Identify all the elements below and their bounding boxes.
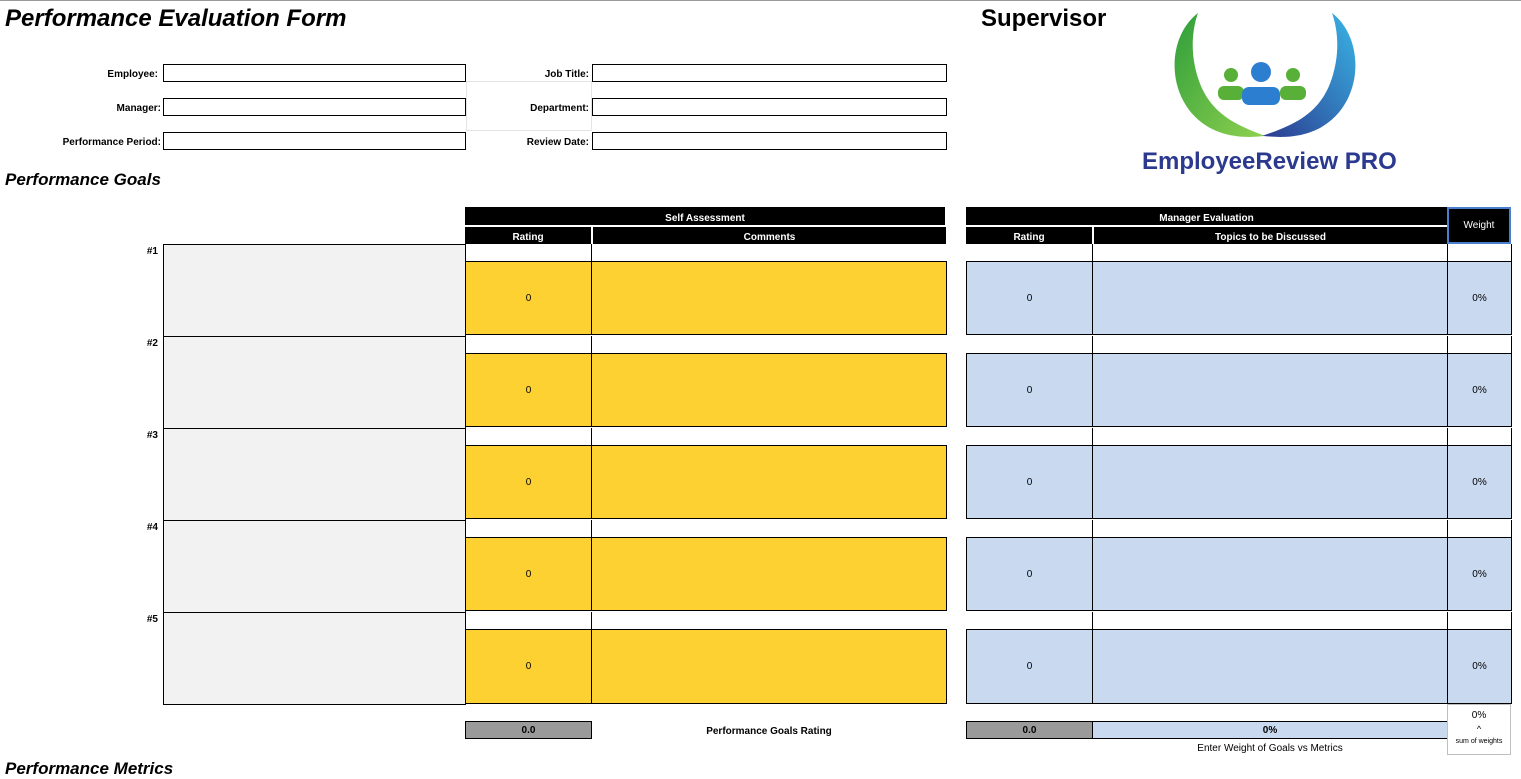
row-divider [591, 244, 592, 261]
self-comments-cell[interactable] [591, 445, 947, 519]
row-divider [1092, 244, 1093, 261]
job-title-field[interactable] [592, 64, 947, 82]
self-goals-total: 0.0 [465, 721, 592, 739]
company-logo [1140, 8, 1397, 188]
department-field[interactable] [592, 98, 947, 116]
goal-description-field[interactable] [163, 612, 466, 705]
weight-cell[interactable]: 0% [1447, 629, 1512, 704]
self-comments-cell[interactable] [591, 537, 947, 611]
weight-cell[interactable]: 0% [1447, 537, 1512, 611]
performance-metrics-title: Performance Metrics [5, 759, 174, 778]
review-date-label: Review Date: [526, 137, 589, 148]
topics-column-header: Topics to be Discussed [1092, 227, 1447, 244]
job-title-label: Job Title: [544, 69, 589, 80]
self-rating-cell[interactable]: 0 [465, 629, 592, 704]
top-border [0, 0, 1521, 1]
self-comments-cell[interactable] [591, 353, 947, 427]
goal-number: #3 [146, 430, 158, 441]
goal-description-field[interactable] [163, 520, 466, 613]
row-divider [591, 428, 592, 445]
performance-goals-title: Performance Goals [5, 170, 161, 189]
row-divider [1447, 520, 1448, 537]
comments-column-header: Comments [591, 227, 946, 244]
sum-of-weights-value: 0% [1471, 710, 1487, 721]
goal-number: #5 [146, 614, 158, 625]
manager-rating-column-header: Rating [966, 227, 1092, 244]
row-divider [1511, 336, 1512, 353]
row-divider [1511, 428, 1512, 445]
row-divider [1511, 612, 1512, 629]
performance-period-field[interactable] [163, 132, 466, 150]
topics-cell[interactable] [1092, 445, 1448, 519]
sum-of-weights-box [1447, 704, 1511, 755]
goals-weight-input[interactable]: 0% [1092, 721, 1448, 739]
review-date-field[interactable] [592, 132, 947, 150]
goal-number: #1 [146, 246, 158, 257]
department-label: Department: [530, 103, 589, 114]
self-comments-cell[interactable] [591, 629, 947, 704]
manager-label: Manager: [116, 103, 161, 114]
manager-rating-cell[interactable]: 0 [966, 537, 1093, 611]
row-divider [1447, 336, 1448, 353]
manager-field[interactable] [163, 98, 466, 116]
self-rating-column-header: Rating [465, 227, 591, 244]
topics-cell[interactable] [1092, 261, 1448, 335]
topics-cell[interactable] [1092, 537, 1448, 611]
goal-number: #2 [146, 338, 158, 349]
row-divider [1511, 520, 1512, 537]
performance-period-label: Performance Period: [62, 137, 161, 148]
goal-description-field[interactable] [163, 244, 466, 337]
weight-cell[interactable]: 0% [1447, 445, 1512, 519]
weight-cell[interactable]: 0% [1447, 261, 1512, 335]
sum-of-weights-caret: ^ [1476, 724, 1482, 734]
row-divider [591, 612, 592, 629]
self-rating-cell[interactable]: 0 [465, 537, 592, 611]
self-assessment-header: Self Assessment [465, 207, 945, 225]
performance-goals-rating-label: Performance Goals Rating [706, 726, 832, 737]
page-title: Performance Evaluation Form [5, 5, 347, 32]
goal-description-field[interactable] [163, 336, 466, 429]
row-divider [1092, 612, 1093, 629]
row-divider [1092, 336, 1093, 353]
topics-cell[interactable] [1092, 629, 1448, 704]
row-divider [1447, 244, 1448, 261]
row-divider [591, 520, 592, 537]
logo-text-suffix: PRO [1344, 148, 1397, 175]
weight-cell[interactable]: 0% [1447, 353, 1512, 427]
self-rating-cell[interactable]: 0 [465, 353, 592, 427]
manager-rating-cell[interactable]: 0 [966, 445, 1093, 519]
employee-field[interactable] [163, 64, 466, 82]
manager-rating-cell[interactable]: 0 [966, 261, 1093, 335]
row-divider [1092, 428, 1093, 445]
goal-number: #4 [146, 522, 158, 533]
employee-label: Employee: [107, 69, 158, 80]
topics-cell[interactable] [1092, 353, 1448, 427]
row-divider [1511, 244, 1512, 261]
row-divider [1447, 428, 1448, 445]
manager-goals-total: 0.0 [966, 721, 1093, 739]
logo-text-main: EmployeeReview [1142, 148, 1339, 175]
weight-column-header: Weight [1447, 207, 1511, 244]
self-rating-cell[interactable]: 0 [465, 261, 592, 335]
role-title: Supervisor [981, 5, 1107, 32]
manager-evaluation-header: Manager Evaluation [966, 207, 1447, 225]
row-divider [1447, 612, 1448, 629]
row-divider [1092, 520, 1093, 537]
logo-text [1142, 148, 1397, 176]
self-comments-cell[interactable] [591, 261, 947, 335]
goal-description-field[interactable] [163, 428, 466, 521]
manager-rating-cell[interactable]: 0 [966, 629, 1093, 704]
manager-rating-cell[interactable]: 0 [966, 353, 1093, 427]
sum-of-weights-label: sum of weights [1455, 738, 1503, 745]
weight-hint-text: Enter Weight of Goals vs Metrics [1197, 743, 1343, 754]
self-rating-cell[interactable]: 0 [465, 445, 592, 519]
row-divider [591, 336, 592, 353]
